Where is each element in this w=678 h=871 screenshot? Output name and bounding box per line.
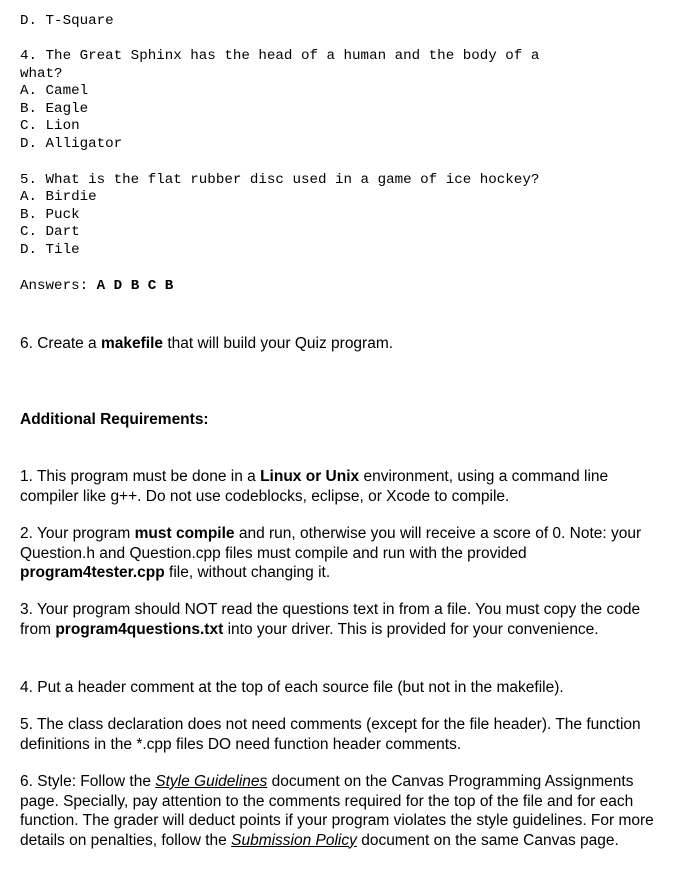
item-6-bold: makefile [101,335,164,352]
req2-bold1: must compile [134,525,235,542]
additional-requirements-heading: Additional Requirements: [20,411,209,428]
req2-bold2: program4tester.cpp [20,564,165,581]
q5-option-c: C. Dart [20,224,80,240]
q4-option-b: B. Eagle [20,101,89,117]
item-6-suffix: that will build your Quiz program. [163,335,394,352]
req2-middle: and run, otherwise you will receive a score of 0. Note: your Question.h and Question.cpp files must compile and run with the provided [20,525,642,562]
req1-suffix: environment, using a command line compiler like g++. Do not use codeblocks, eclipse, or Xcode to compile. [20,468,609,505]
req2-suffix: file, without changing it. [164,564,331,581]
q4-option-a: A. Camel [20,83,89,99]
requirement-5: 5. The class declaration does not need comments (except for the file header). The function definitions in the *.cpp files DO need function header comments. [20,716,641,753]
requirement-2 [20,524,660,583]
req3-prefix: 3. Your program should NOT read the questions text in from a file. You must copy the code from [20,601,641,638]
req6-prefix: 6. Style: Follow the [20,773,156,790]
req1-bold: Linux or Unix [260,468,360,485]
q3-option-d: D. T-Square [20,13,114,29]
req3-suffix: into your driver. This is provided for your convenience. [223,620,599,638]
style-guidelines-link[interactable]: Style Guidelines [155,773,268,790]
q5-question: 5. What is the flat rubber disc used in a game of ice hockey? [20,172,540,188]
requirement-1 [20,467,660,506]
q4-question-line2: what? [20,66,63,82]
req6-middle: document on the Canvas Programming Assignments page. Specially, pay attention to the comments required for the top of the file and for each function. The grader will deduct points if your program violates the style guidelines. For more details on penalties, follow the [20,773,654,849]
q4-option-d: D. Alligator [20,136,123,152]
req1-prefix: 1. This program must be done in a [20,468,261,485]
q5-option-a: A. Birdie [20,189,97,205]
q4-option-c: C. Lion [20,118,80,134]
requirement-4: 4. Put a header comment at the top of each source file (but not in the makefile). [20,679,564,696]
requirement-3 [20,600,660,639]
submission-policy-link[interactable]: Submission Policy [231,831,357,849]
req6-suffix: document on the same Canvas page. [356,831,619,849]
answers-label: Answers: [20,278,89,294]
req2-prefix: 2. Your program [20,525,135,542]
item-6-makefile [20,334,660,354]
req3-bold: program4questions.txt [55,620,224,638]
requirement-6 [20,772,660,850]
answers-values: A D B C B [96,278,174,294]
q4-question-line1: 4. The Great Sphinx has the head of a human and the body of a [20,48,540,64]
q5-option-d: D. Tile [20,242,80,258]
answers-line [20,278,173,296]
q5-option-b: B. Puck [20,207,80,223]
item-6-prefix: 6. Create a [20,335,101,352]
